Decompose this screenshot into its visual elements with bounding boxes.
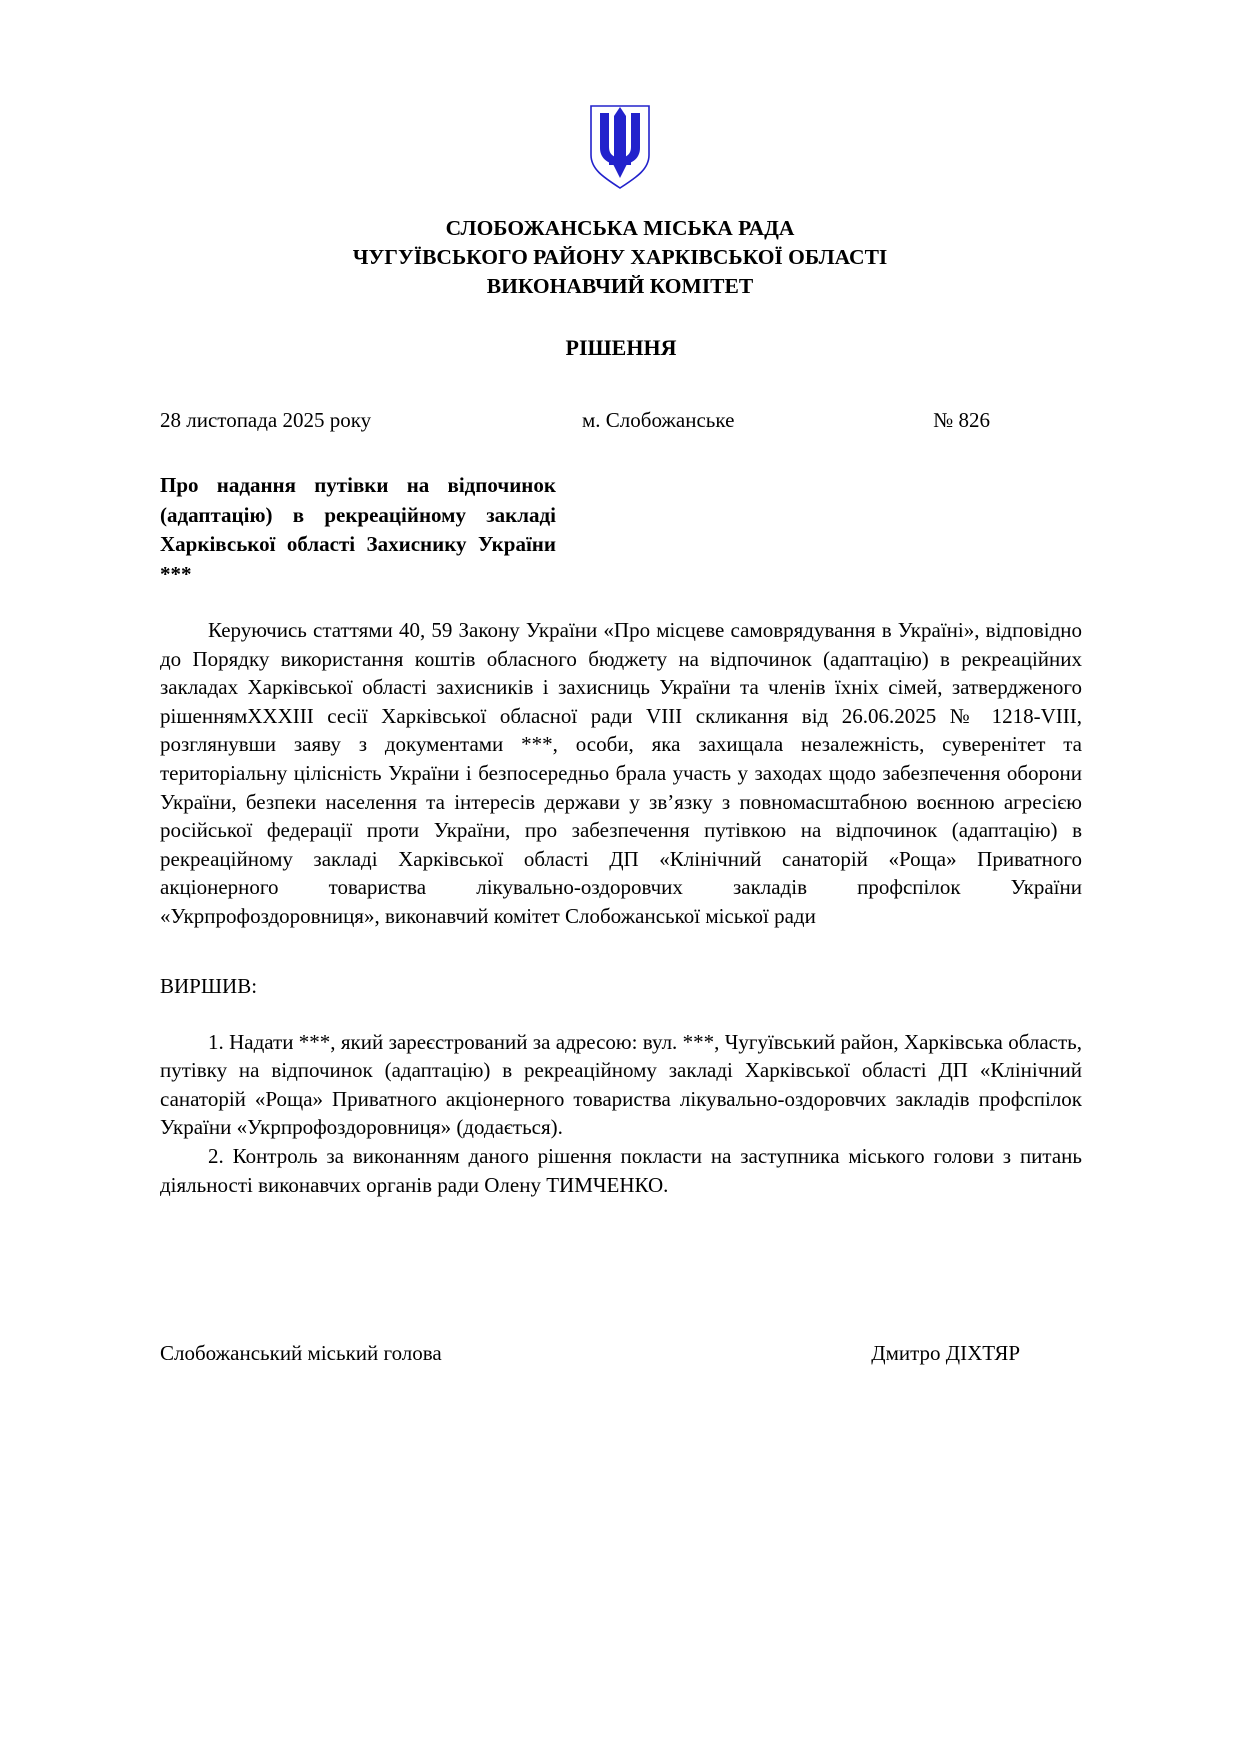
- resolution-items: [160, 1028, 1082, 1200]
- preamble-paragraph: Керуючись статтями 40, 59 Закону України «Про місцеве самоврядування в Україні», відповідно до Порядку використання коштів обласного бюджету на відпочинок (адаптацію) в рекреаційних закладах Харківської області захисників і захисниць України та членів їхніх сімей, затвердженого рішеннямXXXIII сесії Харківської обласної ради VIII скликання від 26.06.2025 № 1218-VIII, розглянувши заяву з документами ***, особи, яка захищала незалежність, суверенітет та територіальну цілісність України і безпосередньо брала участь у заходах щодо забезпечення оборони України, безпеки населення та інтересів держави у зв’язку з повномасштабною воєнною агресією російської федерації проти України, про забезпечення путівкою на відпочинок (адаптацію) в рекреаційному закладі Харківської області ДП «Клінічний санаторій «Роща» Приватного акціонерного товариства лікувально-оздоровчих закладів профспілок України «Укрпрофоздоровниця», виконавчий комітет Слобожанської міської ради: [160, 618, 1082, 928]
- signatory-name: Дмитро ДІХТЯР: [871, 1341, 1020, 1366]
- organization-name-line2: ЧУГУЇВСЬКОГО РАЙОНУ ХАРКІВСЬКОЇ ОБЛАСТІ: [352, 245, 888, 269]
- resolution-item-2: 2. Контроль за виконанням даного рішення покласти на заступника міського голови з питань діяльності виконавчих органів ради Олену ТИМЧЕНКО.: [160, 1143, 1082, 1197]
- organization-header: [0, 214, 1240, 301]
- document-meta-row: [160, 406, 1082, 435]
- signature-row: [160, 1339, 1082, 1368]
- document-place: м. Слобожанське: [581, 408, 735, 432]
- resolution-item-1: 1. Надати ***, який зареєстрований за адресою: вул. ***, Чугуївський район, Харківська область, путівку на відпочинок (адаптацію) в рекреаційному закладі Харківської області ДП «Клінічний санаторій «Роща» Приватного акціонерного товариства лікувально-оздоровчих закладів профспілок України «Укрпрофоздоровниця» (додається).: [160, 1029, 1082, 1140]
- resolved-label: ВИРШИВ:: [160, 973, 258, 998]
- document-body: [0, 333, 1240, 1368]
- document-date: 28 листопада 2025 року: [160, 408, 372, 432]
- document-subject: Про надання путівки на відпочинок (адаптацію) в рекреаційному закладі Харківської області Захиснику України ***: [160, 473, 556, 586]
- document-type-title: РІШЕННЯ: [565, 335, 677, 360]
- organization-name-line1: СЛОБОЖАНСЬКА МІСЬКА РАДА: [445, 216, 795, 240]
- signatory-position: Слобожанський міський голова: [160, 1341, 442, 1366]
- document-number: № 826: [933, 408, 990, 432]
- emblem-container: [0, 0, 1240, 202]
- organization-name-line3: ВИКОНАВЧИЙ КОМІТЕТ: [486, 274, 754, 298]
- ukraine-trident-emblem-icon: [587, 103, 653, 197]
